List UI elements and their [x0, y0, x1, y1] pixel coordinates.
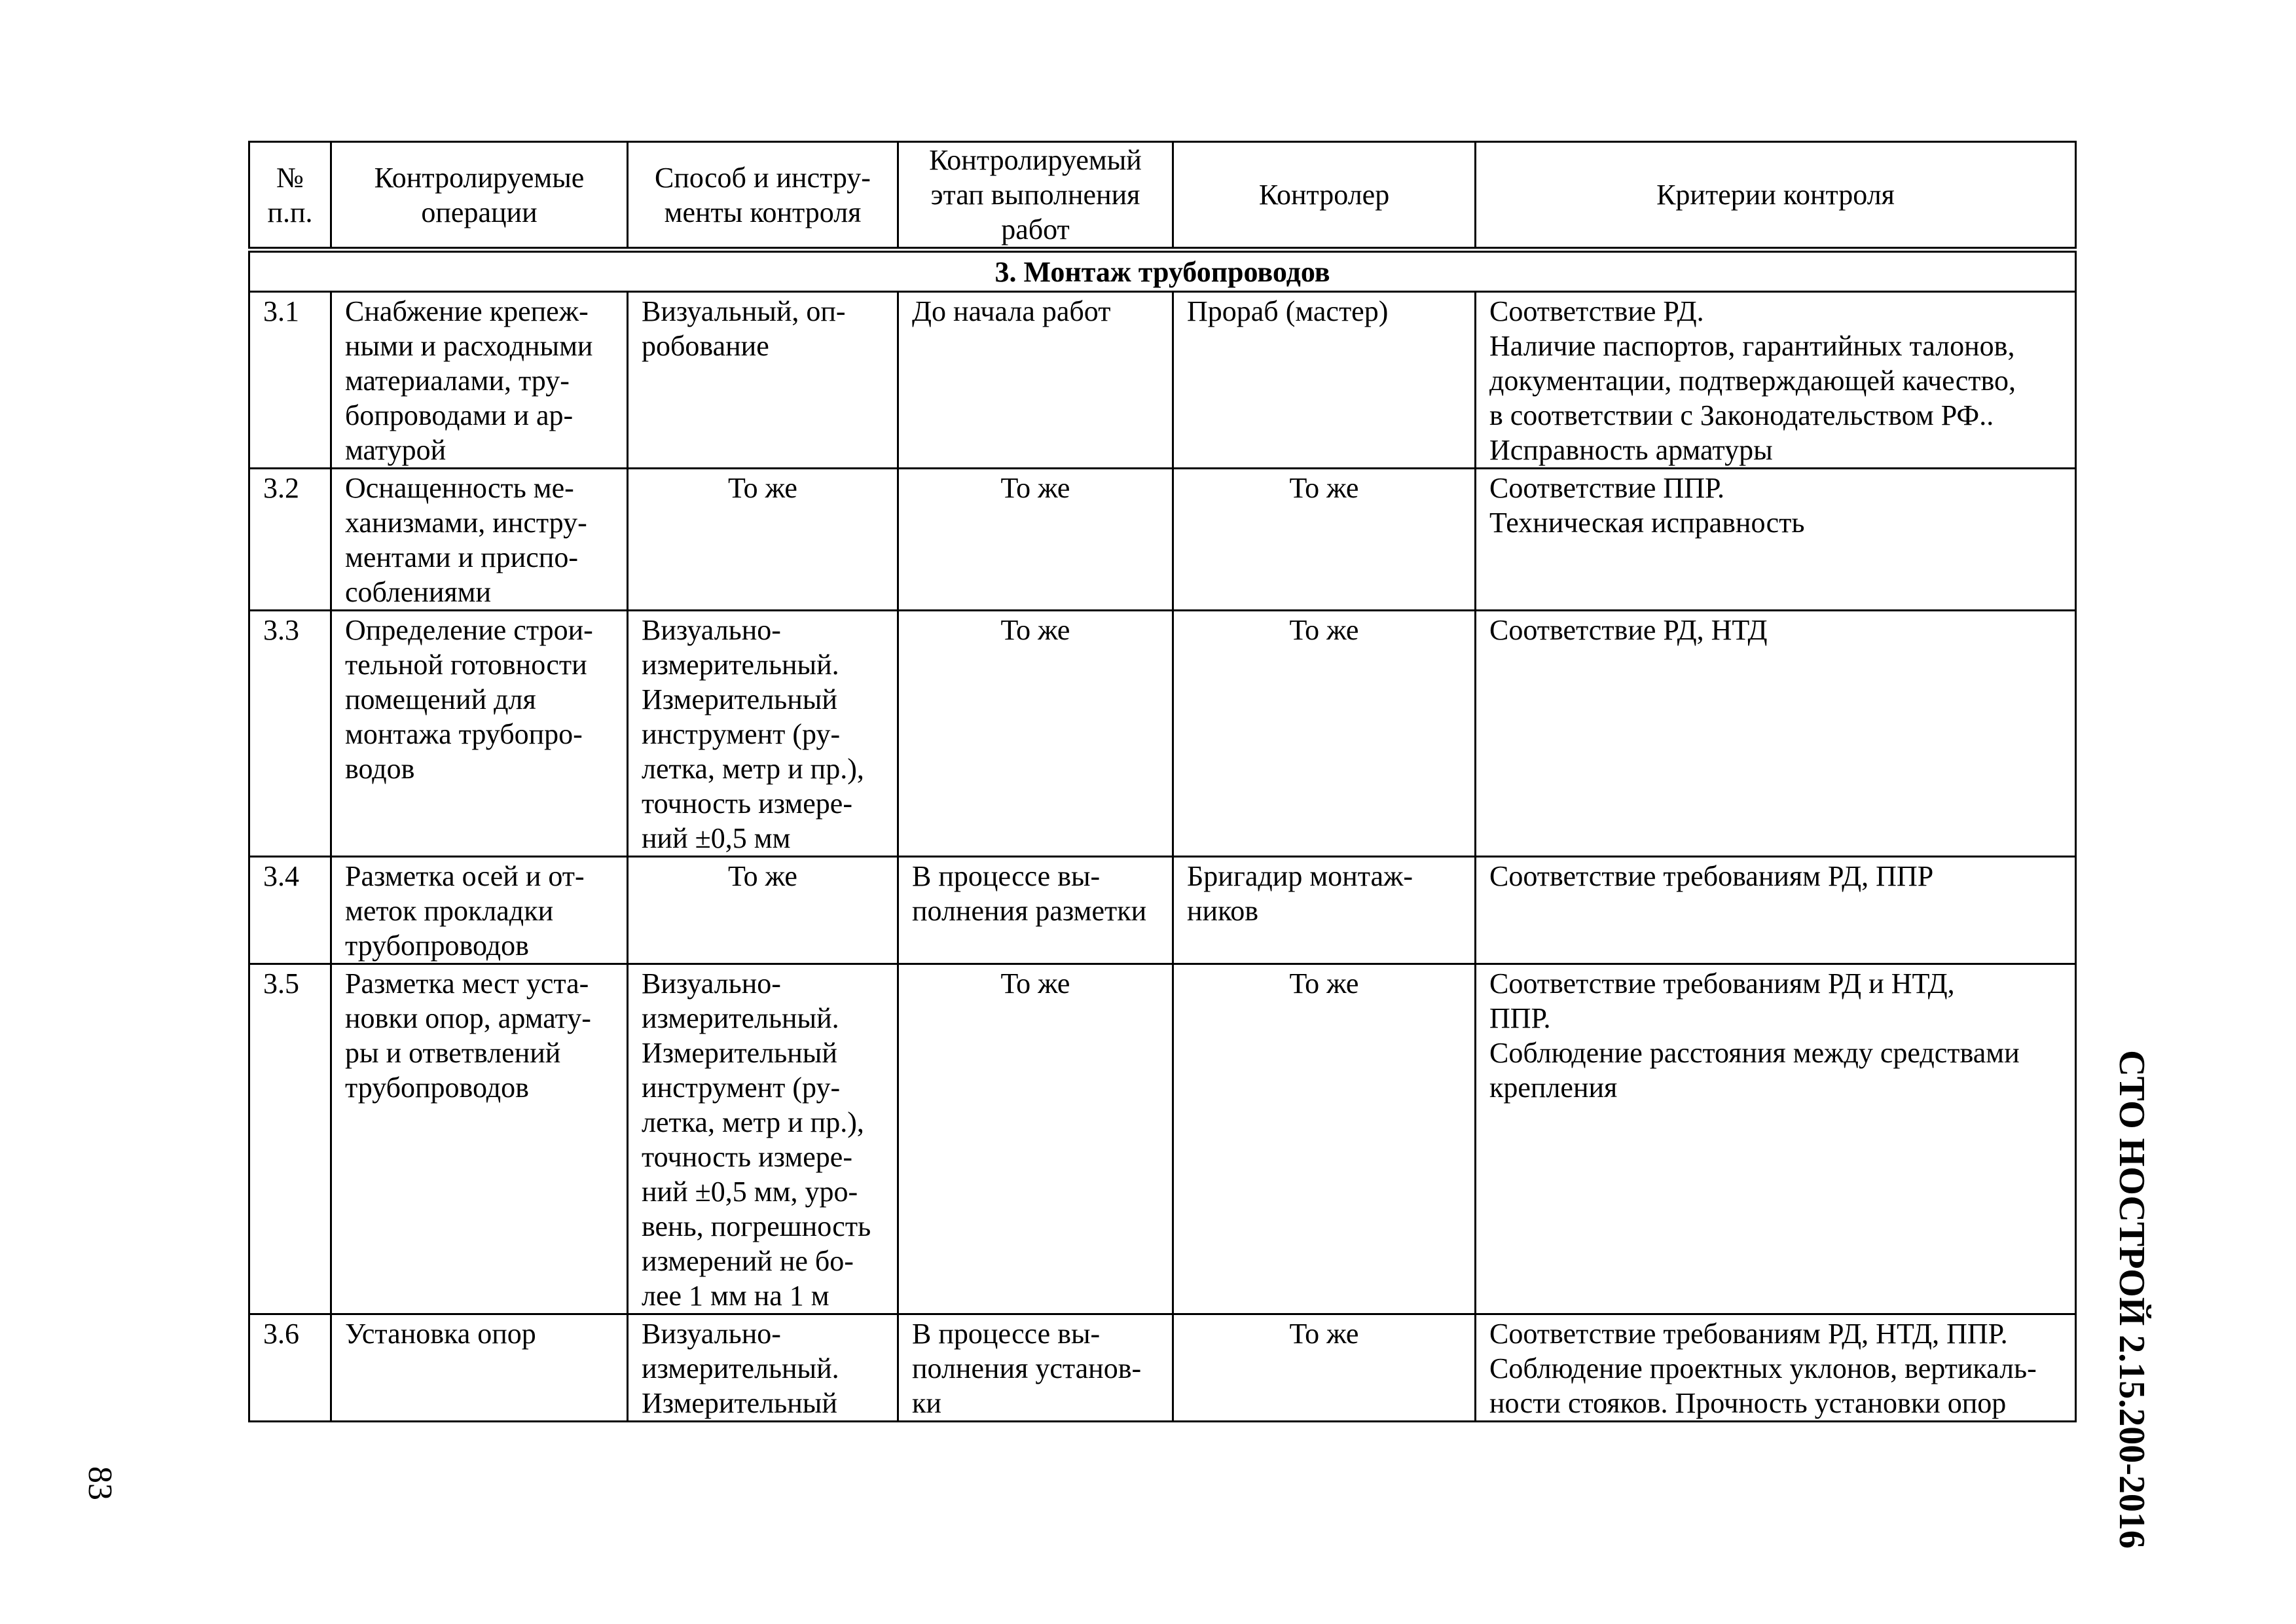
- row-criteria: Соответствие ППР. Техническая исправность: [1476, 469, 2076, 611]
- header-row: [249, 142, 2076, 250]
- table-row: [249, 611, 2076, 857]
- header-controller: Контролер: [1173, 142, 1476, 250]
- row-stage: В процессе вы- полнения установ- ки: [898, 1314, 1173, 1422]
- row-operation: Установка опор: [331, 1314, 628, 1422]
- section-row: [249, 250, 2076, 292]
- row-criteria: Соответствие требованиям РД и НТД, ППР. Соблюдение расстояния между средствами крепления: [1476, 964, 2076, 1314]
- row-method: Визуально- измерительный. Измерительный инструмент (ру- летка, метр и пр.), точность измере- ний ±0,5 мм, уро- вень, погрешность измерений не бо- лее 1 мм на 1 м: [628, 964, 898, 1314]
- row-operation: Оснащенность ме- ханизмами, инстру- ментами и приспо- соблениями: [331, 469, 628, 611]
- row-criteria: Соответствие РД. Наличие паспортов, гарантийных талонов, документации, подтверждающей качество, в соответствии с Законодательством РФ.. Исправность арматуры: [1476, 292, 2076, 469]
- row-method: Визуально- измерительный. Измерительный инструмент (ру- летка, метр и пр.), точность измере- ний ±0,5 мм: [628, 611, 898, 857]
- row-controller: Бригадир монтаж- ников: [1173, 857, 1476, 964]
- row-criteria: Соответствие РД, НТД: [1476, 611, 2076, 857]
- row-stage: До начала работ: [898, 292, 1173, 469]
- table-row: [249, 292, 2076, 469]
- table-row: [249, 1314, 2076, 1422]
- row-method: Визуально- измерительный. Измерительный: [628, 1314, 898, 1422]
- row-num: 3.5: [249, 964, 331, 1314]
- header-operation: Контролируемые операции: [331, 142, 628, 250]
- section-title: 3. Монтаж трубопроводов: [249, 250, 2076, 292]
- header-stage: Контролируемый этап выполнения работ: [898, 142, 1173, 250]
- table-row: [249, 469, 2076, 611]
- row-operation: Разметка мест уста- новки опор, армату- ры и ответвлений трубопроводов: [331, 964, 628, 1314]
- row-num: 3.3: [249, 611, 331, 857]
- header-num: № п.п.: [249, 142, 331, 250]
- row-operation: Разметка осей и от- меток прокладки трубопроводов: [331, 857, 628, 964]
- header-method: Способ и инстру- менты контроля: [628, 142, 898, 250]
- row-criteria: Соответствие требованиям РД, ППР: [1476, 857, 2076, 964]
- row-stage: То же: [898, 964, 1173, 1314]
- row-controller: Прораб (мастер): [1173, 292, 1476, 469]
- row-stage: В процессе вы- полнения разметки: [898, 857, 1173, 964]
- row-criteria: Соответствие требованиям РД, НТД, ППР. Соблюдение проектных уклонов, вертикаль- ности стояков. Прочность установки опор: [1476, 1314, 2076, 1422]
- control-table: [248, 141, 2077, 1422]
- row-method: Визуальный, оп- робование: [628, 292, 898, 469]
- row-num: 3.6: [249, 1314, 331, 1422]
- row-controller: То же: [1173, 611, 1476, 857]
- row-controller: То же: [1173, 964, 1476, 1314]
- table-row: [249, 964, 2076, 1314]
- document-code: СТО НОСТРОЙ 2.15.200-2016: [2111, 1050, 2152, 1549]
- row-stage: То же: [898, 611, 1173, 857]
- row-stage: То же: [898, 469, 1173, 611]
- table-row: [249, 857, 2076, 964]
- row-operation: Определение строи- тельной готовности помещений для монтажа трубопро- водов: [331, 611, 628, 857]
- page-number: 83: [81, 1466, 118, 1500]
- row-num: 3.2: [249, 469, 331, 611]
- row-controller: То же: [1173, 469, 1476, 611]
- row-num: 3.1: [249, 292, 331, 469]
- row-controller: То же: [1173, 1314, 1476, 1422]
- row-method: То же: [628, 857, 898, 964]
- row-operation: Снабжение крепеж- ными и расходными материалами, тру- бопроводами и ар- матурой: [331, 292, 628, 469]
- row-num: 3.4: [249, 857, 331, 964]
- row-method: То же: [628, 469, 898, 611]
- header-criteria: Критерии контроля: [1476, 142, 2076, 250]
